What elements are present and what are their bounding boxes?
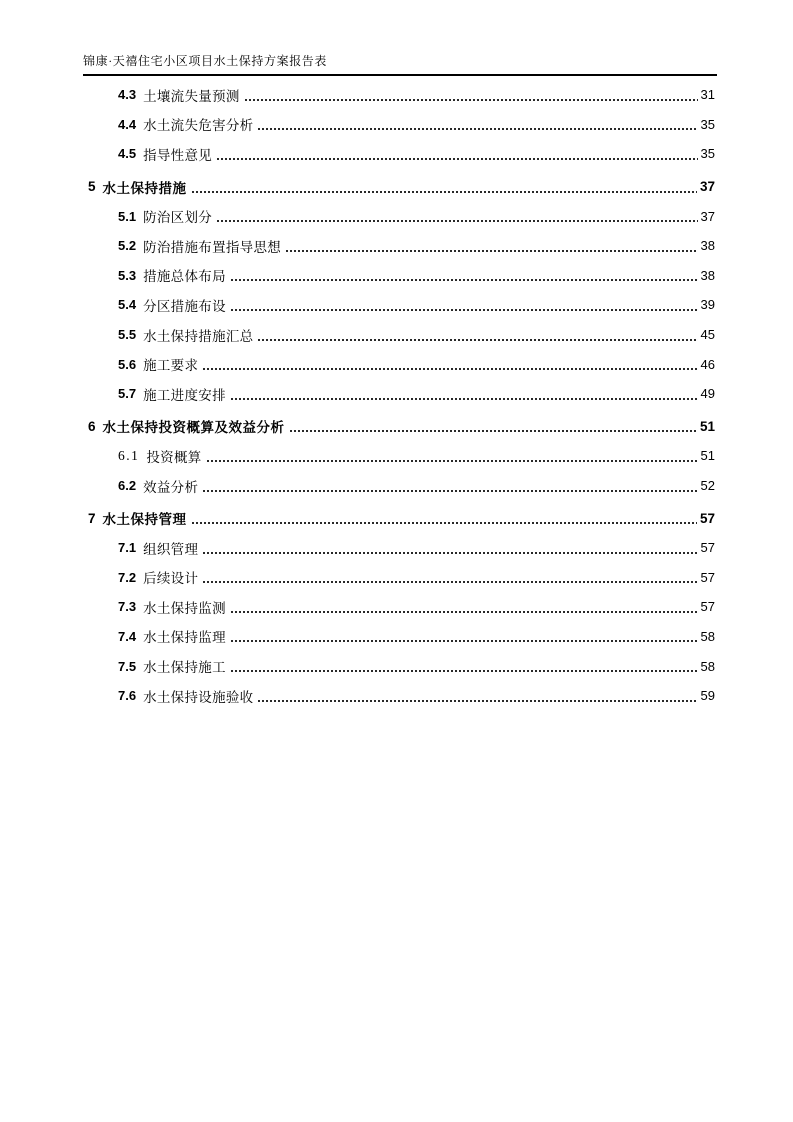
dot-leader [257,327,697,343]
dot-leader [206,448,698,464]
dot-leader [230,628,698,644]
toc-entry-number: 5.7 [118,386,137,402]
toc-entry-number: 7.6 [118,688,137,704]
toc-entry-number: 4.3 [118,87,137,103]
toc-entry[interactable] [83,379,715,409]
dot-leader [244,87,698,103]
toc-entry-title: 水土保持管理 [102,512,187,528]
toc-entry[interactable] [83,320,715,350]
toc-entry-page: 57 [699,510,715,526]
toc-entry-number: 4.4 [118,116,137,132]
toc-entry-page: 45 [700,327,715,343]
toc-entry-title: 水土保持监测 [143,600,226,616]
toc-entry-number: 6 [88,418,96,434]
toc-entry-title: 水土保持监理 [143,630,226,646]
toc-entry-number: 7.5 [118,658,137,674]
toc-entry[interactable] [83,563,715,593]
toc-entry-number: 6.2 [118,478,137,494]
toc-entry-title: 投资概算 [146,449,202,465]
toc-entry-page: 38 [700,267,715,283]
toc-entry-title: 效益分析 [143,479,199,495]
toc-entry[interactable] [83,503,715,533]
toc-entry-number: 5.2 [118,238,137,254]
toc-entry-number: 5.5 [118,327,137,343]
dot-leader [285,238,697,254]
toc-entry-title: 水土保持措施汇总 [143,328,254,344]
toc-entry-page: 38 [700,238,715,254]
toc-entry-title: 土壤流失量预测 [143,88,240,104]
toc-entry-number: 5.6 [118,356,137,372]
toc-entry[interactable] [83,592,715,622]
dot-leader [202,356,697,372]
toc-entry-page: 35 [700,146,715,162]
toc-entry-number: 6.1 [118,447,140,463]
dot-leader [230,658,698,674]
dot-leader [191,510,697,526]
toc-entry-number: 5.3 [118,267,137,283]
dot-leader [230,267,698,283]
toc-entry[interactable] [83,110,715,140]
toc-entry-title: 水土流失危害分析 [143,118,254,134]
toc-entry-title: 指导性意见 [143,147,213,163]
toc-entry-page: 39 [700,297,715,313]
toc-entry-title: 水土保持设施验收 [143,689,254,705]
toc-entry-page: 37 [699,179,715,195]
toc-entry-page: 51 [699,418,715,434]
dot-leader [230,386,698,402]
toc-entry-title: 施工进度安排 [143,387,226,403]
toc-entry-page: 35 [700,116,715,132]
toc-entry-number: 5.1 [118,208,137,224]
toc-entry-number: 4.5 [118,146,137,162]
toc-entry-title: 防治措施布置指导思想 [143,239,282,255]
toc-entry-page: 59 [700,688,715,704]
dot-leader [202,540,697,556]
toc-entry-title: 组织管理 [143,541,199,557]
toc-entry[interactable] [83,349,715,379]
toc-entry[interactable] [83,441,715,471]
dot-leader [230,297,698,313]
dot-leader [202,569,697,585]
toc-entry-page: 46 [700,356,715,372]
toc-entry-page: 57 [700,540,715,556]
toc-entry-title: 水土保持投资概算及效益分析 [102,420,285,436]
toc-entry[interactable] [83,533,715,563]
dot-leader [216,146,697,162]
dot-leader [289,418,697,434]
document-header-title: 锦康·天禧住宅小区项目水土保持方案报告表 [83,54,327,68]
toc-entry-page: 37 [700,208,715,224]
toc-entry-title: 水土保持施工 [143,660,226,676]
toc-entry-page: 58 [700,658,715,674]
toc-entry-title: 防治区划分 [143,210,213,226]
toc-entry[interactable] [83,172,715,202]
toc-entry[interactable] [83,231,715,261]
toc-entry-number: 7.1 [118,540,137,556]
toc-entry-page: 51 [700,448,715,464]
toc-entry-title: 后续设计 [143,571,199,587]
toc-entry[interactable] [83,471,715,501]
dot-leader [216,208,697,224]
dot-leader [202,478,697,494]
toc-entry-number: 7.3 [118,599,137,615]
toc-entry-number: 7.2 [118,569,137,585]
toc-entry-page: 58 [700,628,715,644]
toc-entry-title: 水土保持措施 [102,180,187,196]
toc-entry-page: 49 [700,386,715,402]
toc-entry[interactable] [83,681,715,711]
toc-entry-number: 5.4 [118,297,137,313]
toc-entry[interactable] [83,290,715,320]
toc-entry[interactable] [83,80,715,110]
toc-list [83,80,715,710]
toc-entry[interactable] [83,201,715,231]
toc-entry-number: 5 [88,179,96,195]
toc-entry-page: 31 [700,87,715,103]
toc-entry-page: 52 [700,478,715,494]
toc-entry-title: 分区措施布设 [143,298,226,314]
dot-leader [257,688,697,704]
document-header [83,52,717,76]
toc-entry[interactable] [83,261,715,291]
dot-leader [191,179,697,195]
toc-entry-page: 57 [700,599,715,615]
toc-entry[interactable] [83,622,715,652]
toc-entry[interactable] [83,651,715,681]
dot-leader [257,116,697,132]
toc-entry-page: 57 [700,569,715,585]
toc-entry-title: 施工要求 [143,358,199,374]
toc-entry-title: 措施总体布局 [143,269,226,285]
dot-leader [230,599,698,615]
toc-entry[interactable] [83,412,715,442]
toc-entry-number: 7 [88,510,96,526]
toc-entry[interactable] [83,139,715,169]
toc-entry-number: 7.4 [118,628,137,644]
